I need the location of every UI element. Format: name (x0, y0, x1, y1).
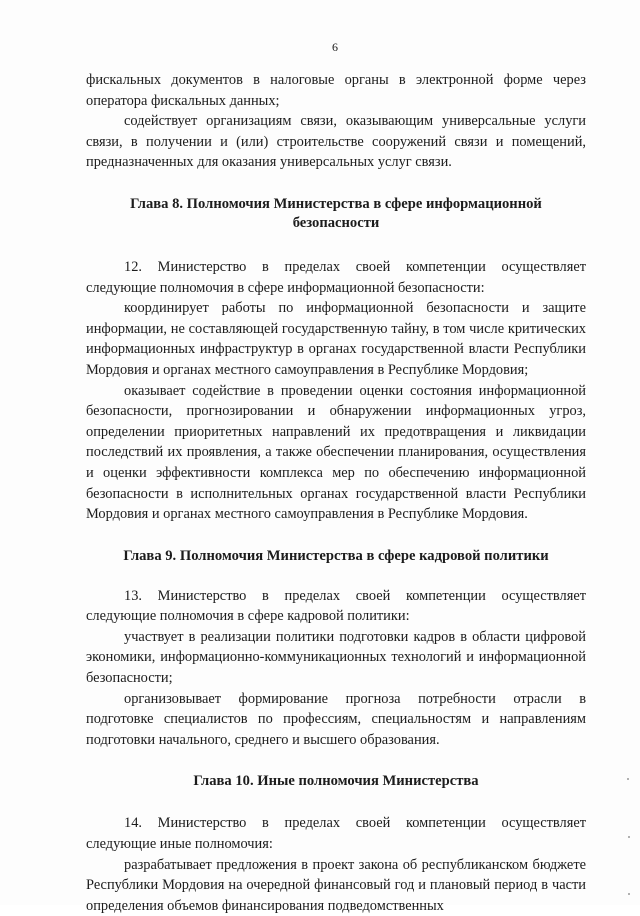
chapter-heading: Глава 10. Иные полномочия Министерства (193, 773, 479, 790)
numbered-paragraph: 12. Министерство в пределах своей компетенции осуществляет следующие полномочия в сфере информационной безопасности: (86, 258, 586, 296)
document-body (86, 70, 586, 916)
paragraph: координирует работы по информационной безопасности и защите информации, не составляющей государственную тайну, в том числе критических информационных инфраструктур в органах государственной власти Республики Мордовия и органах местного самоуправления в Республике Мордовия; (86, 300, 586, 378)
scan-speck (628, 836, 630, 838)
paragraph: разрабатывает предложения в проект закона об республиканском бюджете Республики Мордовия на очередной финансовый год и плановый период в части определения объемов финансирования подведомственных (86, 856, 586, 914)
paragraph: оказывает содействие в проведении оценки состояния информационной безопасности, прогнозировании и обнаружении информационных угроз, определении приоритетных направлений их предотвращения и ликвидации последствий их проявления, а также обеспечении планирования, осуществления и оценки эффективности комплекса мер по обеспечению информационной безопасности в исполнительных органах государственной власти Республики Мордовия и органах местного самоуправления в Республике Мордовия. (86, 382, 586, 523)
scan-speck (628, 893, 630, 895)
chapter-heading: Глава 9. Полномочия Министерства в сфере кадровой политики (123, 547, 549, 564)
paragraph: участвует в реализации политики подготовки кадров в области цифровой экономики, информационно-коммуникационных технологий и информационной безопасности; (86, 628, 586, 687)
numbered-paragraph: 13. Министерство в пределах своей компетенции осуществляет следующие полномочия в сфере кадровой политики: (86, 587, 586, 625)
page-number: 6 (332, 40, 338, 54)
paragraph: фискальных документов в налоговые органы в электронной форме через оператора фискальных данных; (86, 72, 586, 109)
paragraph: содействует организациям связи, оказывающим универсальные услуги связи, в получении и (или) строительстве сооружений связи и помещений, предназначенных для оказания универсальных услуг связи. (86, 113, 586, 171)
numbered-paragraph: 14. Министерство в пределах своей компетенции осуществляет следующие иные полномочия: (86, 815, 586, 853)
paragraph: организовывает формирование прогноза потребности отрасли в подготовке специалистов по профессиям, специальностям и направлениям подготовки начального, среднего и высшего образования. (86, 690, 586, 748)
chapter-heading: Глава 8. Полномочия Министерства в сфере информационной безопасности (130, 195, 542, 231)
scan-speck (627, 778, 629, 780)
